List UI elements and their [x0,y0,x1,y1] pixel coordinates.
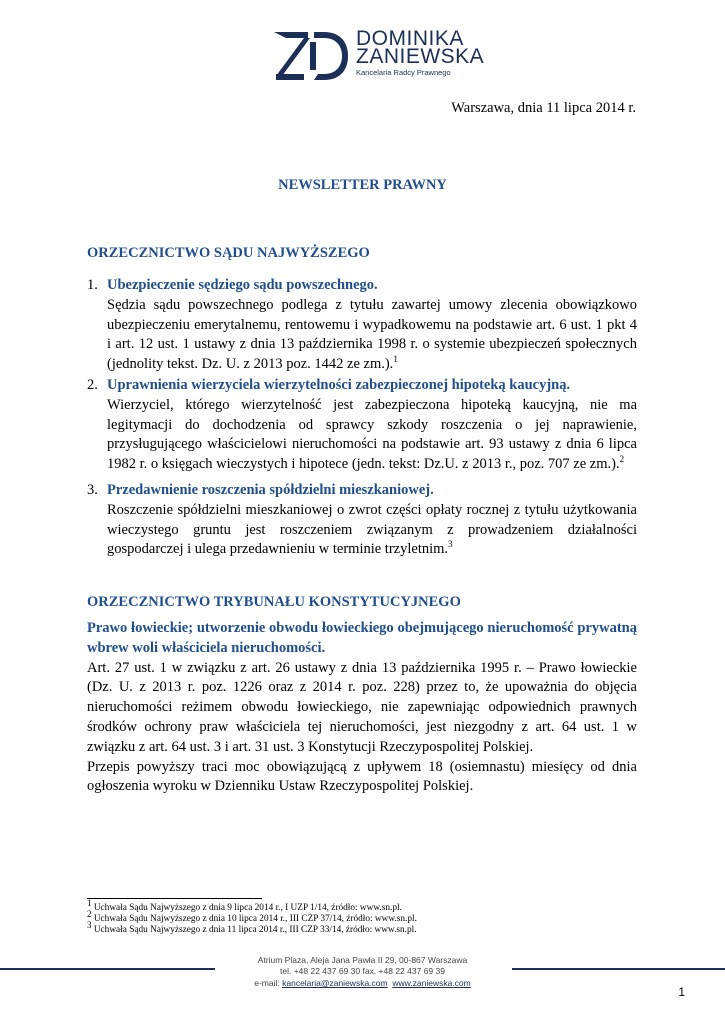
list-item [87,376,637,475]
ruling-title: Prawo łowieckie; utworzenie obwodu łowieckiego obejmującego nieruchomość prywatną wbrew woli właściciela nieruchomości. [87,620,637,656]
item-number: 2. [87,377,98,393]
footnote-divider [87,898,262,899]
ruling-paragraph: Przepis powyższy traci moc obowiązującą z upływem 18 (osiemnastu) miesięcy od dnia ogłoszenia wyroku w Dzienniku Ustaw Rzeczypospolitej Polskiej. [87,758,637,795]
footer-address: Atrium Plaza, Aleja Jana Pawła II 29, 00-867 Warszawa [257,955,468,965]
company-logo [274,27,485,82]
list-item [87,276,637,375]
page-number: 1 [678,985,685,999]
footer-contact: e-mail: kancelaria@zaniewska.com www.zaniewska.com [254,978,471,988]
footnote: $^3$ Uchwała Sądu Najwyższego z dnia 11 lipca 2014 r., III CZP 33/14, źródło: www.sn.pl. [87,920,417,936]
item-number: 3. [87,482,98,498]
item-text: Wierzyciel, którego wierzytelność jest zabezpieczona hipoteką kaucyjną, nie ma legitymacji do dochodzenia od sprawcy szkody roszczenia o jej naprawienie, przysługującego właścicielowi nieruchomości na podstawie art. 93 ustawy z dnia 6 lipca 1982 r. o księgach wieczystych i hipotece (jedn. tekst: Dz.U. z 2013 r., poz. 707 ze zm.).$^2$ [107,396,637,473]
footnote: $^1$ Uchwała Sądu Najwyższego z dnia 9 lipca 2014 r., I UZP 1/14, źródło: www.sn.pl. [87,898,402,914]
item-text: Sędzia sądu powszechnego podlega z tytułu zawartej umowy zlecenia obowiązkowo ubezpieczeniu emerytalnemu, rentowemu i wypadkowemu na podstawie art. 6 ust. 1 pkt 4 i art. 12 ust. 1 ustawy z dnia 13 października 1998 r. o systemie ubezpieczeń społecznych (jednolity tekst. Dz. U. z 2013 poz. 1442 ze zm.).$^1$ [107,296,637,373]
tribunal-ruling [87,619,637,797]
section-heading-constitutional-tribunal: ORZECZNICTWO TRYBUNAŁU KONSTYTUCYJNEGO [87,594,461,610]
item-text: Roszczenie spółdzielni mieszkaniowej o zwrot części opłaty rocznej z tytułu użytkowania wieczystego gruntu jest roszczeniem związanym z prowadzeniem działalności gospodarczej i ulega przedawnieniu w terminie trzyletnim.$^3$ [107,501,637,558]
email-link[interactable]: kancelaria@zaniewska.com [282,978,388,988]
website-link[interactable]: www.zaniewska.com [392,978,471,988]
footnote-ref: 1 [393,354,398,365]
logo-mark-icon [274,30,350,82]
item-title: Przedawnienie roszczenia spółdzielni mieszkaniowej. [107,482,434,498]
logo-name-line2: ZANIEWSKA [356,45,485,68]
item-title: Ubezpieczenie sędziego sądu powszechnego. [107,277,378,293]
footnote: $^2$ Uchwała Sądu Najwyższego z dnia 10 lipca 2014 r., III CZP 37/14, źródło: www.sn.pl. [87,909,417,925]
logo-name-line1: DOMINIKA [356,27,464,50]
item-number: 1. [87,277,98,293]
footer-phone: tel. +48 22 437 69 30 fax. +48 22 437 69 39 [280,966,445,976]
document-title: NEWSLETTER PRAWNY [278,177,447,193]
section-heading-supreme-court: ORZECZNICTWO SĄDU NAJWYŻSZEGO [87,245,370,261]
logo-subtitle: Kancelaria Radcy Prawnego [356,68,451,77]
ruling-paragraph: Art. 27 ust. 1 w związku z art. 26 ustawy z dnia 13 października 1995 r. – Prawo łowieckie (Dz. U. z 2013 r. poz. 1226 oraz z 2014 r. poz. 228) przez to, że upoważnia do objęcia nieruchomości reżimem obwodu łowieckiego, nie zapewniając odpowiednich prawnych środków ochrony praw właściciela tej nieruchomości, jest niezgodny z art. 64 ust. 1 w związku z art. 64 ust. 3 i art. 31 ust. 3 Konstytucji Rzeczypospolitej Polskiej. [87,659,637,755]
document-date: Warszawa, dnia 11 lipca 2014 r. [451,100,636,116]
list-item [87,481,637,560]
footnote-ref: 3 [448,539,453,550]
footnote-ref: 2 [619,454,625,465]
item-title: Uprawnienia wierzyciela wierzytelności zabezpieczonej hipoteką kaucyjną. [107,377,571,393]
